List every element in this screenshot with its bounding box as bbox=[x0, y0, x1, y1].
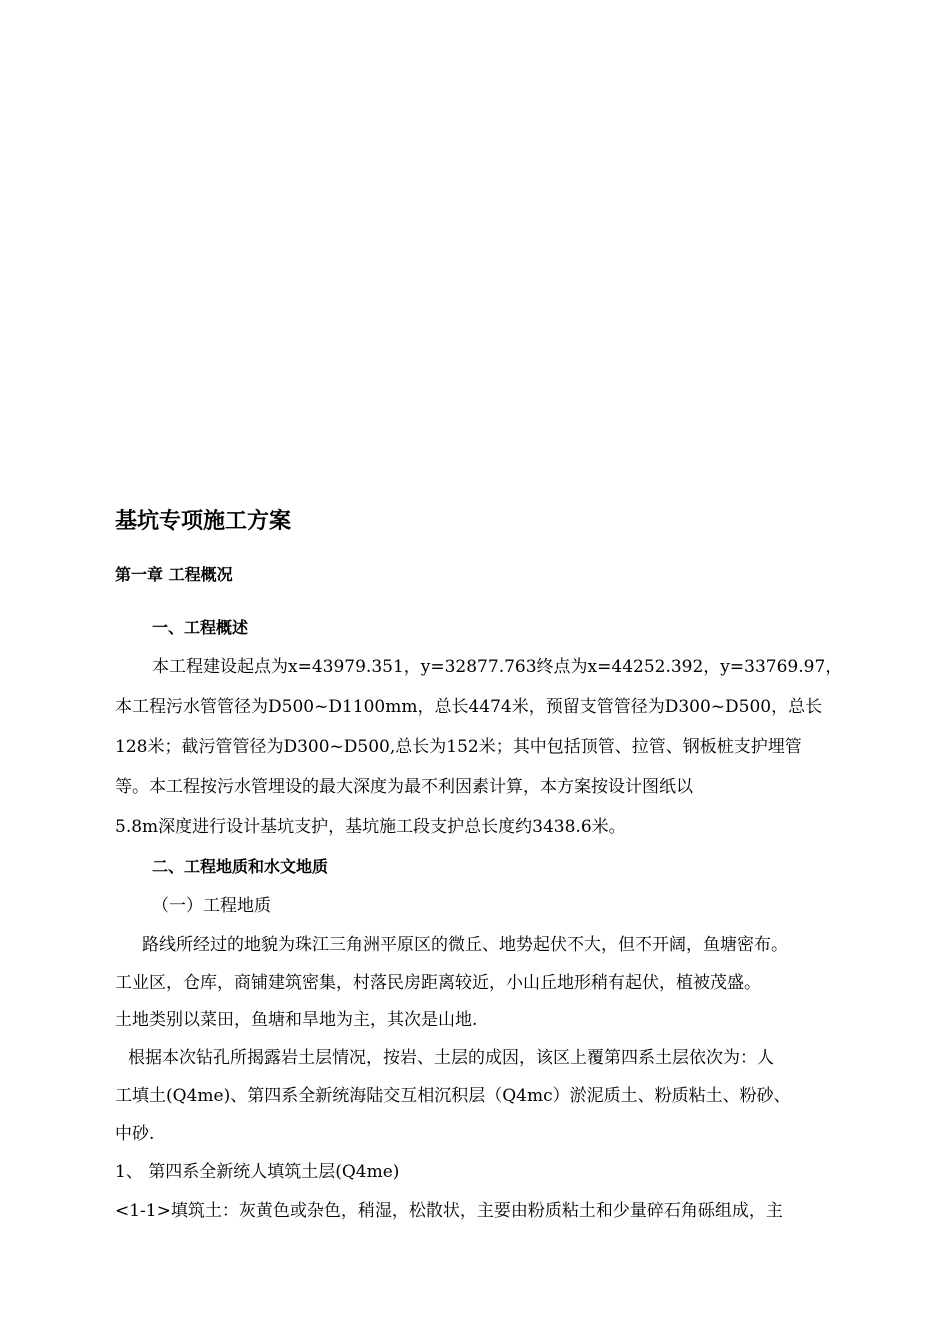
paragraph-line: 1、 第四系全新统人填筑土层(Q4me) bbox=[115, 1162, 400, 1182]
paragraph-line: 工业区，仓库，商铺建筑密集，村落民房距离较近，小山丘地形稍有起伏，植被茂盛。 bbox=[115, 973, 761, 993]
paragraph-line: <1-1>填筑土：灰黄色或杂色，稍湿，松散状，主要由粉质粘土和少量碎石角砾组成，主 bbox=[115, 1201, 783, 1221]
paragraph-line: 5.8m深度进行设计基坑支护，基坑施工段支护总长度约3438.6米。 bbox=[115, 817, 626, 837]
paragraph-line: 路线所经过的地貌为珠江三角洲平原区的微丘、地势起伏不大，但不开阔，鱼塘密布。 bbox=[142, 935, 788, 955]
chapter-heading: 第一章 工程概况 bbox=[115, 565, 233, 584]
paragraph-line: 等。本工程按污水管埋设的最大深度为最不利因素计算，本方案按设计图纸以 bbox=[115, 777, 693, 797]
section-heading-geology: 二、工程地质和水文地质 bbox=[152, 857, 329, 876]
paragraph-line: 工填土(Q4me)、第四系全新统海陆交互相沉积层（Q4mc）淤泥质土、粉质粘土、粉砂、 bbox=[115, 1086, 791, 1106]
paragraph-line: 中砂. bbox=[115, 1124, 155, 1144]
paragraph-line: 根据本次钻孔所揭露岩土层情况，按岩、土层的成因，该区上覆第四系土层依次为：人 bbox=[128, 1048, 774, 1068]
paragraph-line: 128米；截污管管径为D300~D500,总长为152米；其中包括顶管、拉管、钢板桩支护埋管 bbox=[115, 737, 802, 757]
paragraph-line: 本工程污水管管径为D500~D1100mm，总长4474米，预留支管管径为D300~D500，总长 bbox=[115, 697, 823, 717]
paragraph-line: 本工程建设起点为x=43979.351，y=32877.763终点为x=44252.392，y=33769.97， bbox=[152, 657, 843, 677]
subsection-heading: （一）工程地质 bbox=[152, 896, 271, 916]
paragraph-line: 土地类别以菜田，鱼塘和旱地为主，其次是山地. bbox=[115, 1010, 478, 1030]
document-title: 基坑专项施工方案 bbox=[115, 509, 292, 534]
section-heading-overview: 一、工程概述 bbox=[152, 618, 249, 637]
